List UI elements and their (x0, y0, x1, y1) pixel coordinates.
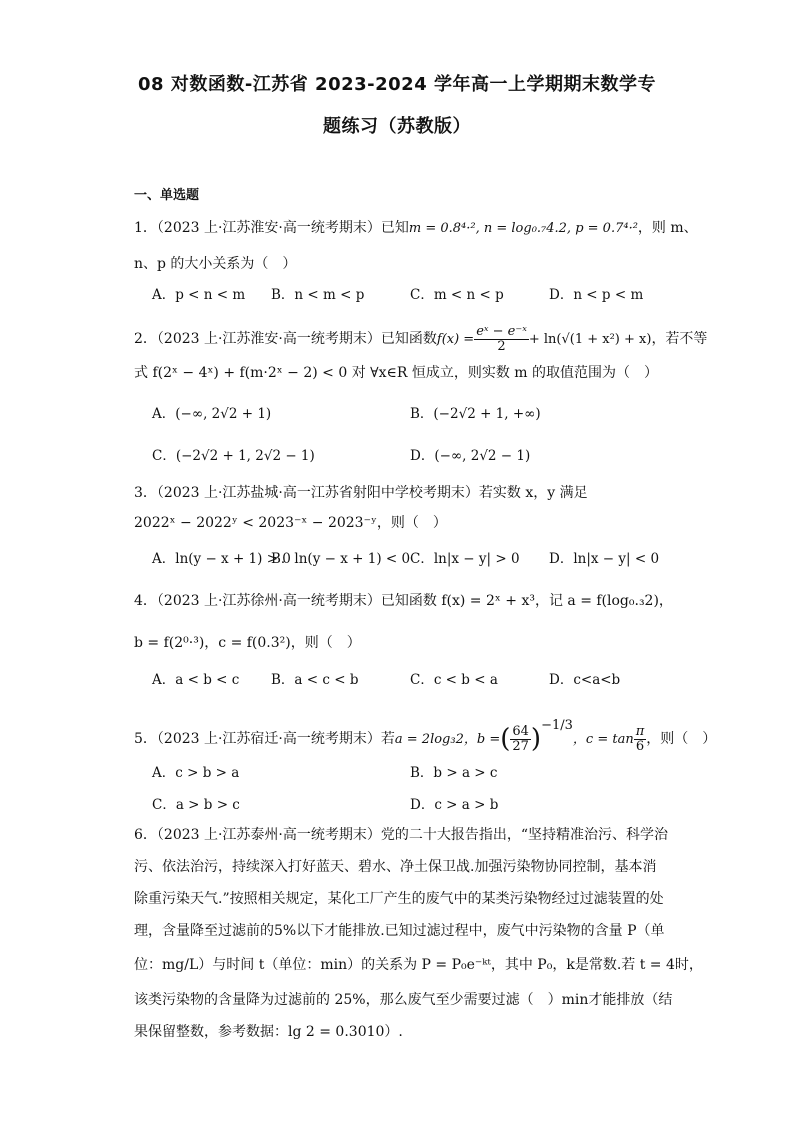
question-5-b-numerator: 64 (512, 723, 529, 739)
question-1-option-d: D．n < p < m (549, 287, 644, 303)
question-6-line-7: 果保留整数，参考数据：lg 2 = 0.3010）. (134, 1024, 403, 1040)
question-3-option-d: D．ln|x − y| < 0 (549, 551, 660, 567)
question-2-function-tail: + ln(√(1 + x²) + x) (528, 332, 652, 347)
question-5-option-a: A．c > b > a (152, 765, 240, 781)
question-1-line-1 (134, 219, 698, 238)
question-6-line-4: 理，含量降至过滤前的5%以下才能排放.已知过滤过程中，废气中污染物的含量 P（单 (134, 923, 665, 939)
document-title-line-2: 题练习（苏教版） (323, 116, 471, 137)
question-5-option-b: B．b > a > c (410, 765, 498, 781)
question-5-suffix: ，则（ ） (646, 731, 717, 747)
question-2-option-a: A．(−∞, 2√2 + 1) (152, 406, 272, 422)
question-5-option-c: C．a > b > c (152, 797, 240, 813)
question-1-suffix: ，则 m、 (637, 220, 698, 236)
question-1-expression: m = 0.8⁴·², n = log₀.₇4.2, p = 0.7⁴·² (408, 221, 638, 236)
question-3-line-1: 3．（2023 上·江苏盐城·高一江苏省射阳中学校考期末）若实数 x，y 满足 (134, 485, 588, 501)
question-2-option-b: B．(−2√2 + 1, +∞) (410, 406, 541, 422)
question-4-line-2: b = f(2⁰·³)，c = f(0.3²)，则（ ） (134, 635, 361, 651)
question-5-c-numerator: π (635, 723, 645, 739)
question-6-line-5: 位：mg/L）与时间 t（单位：min）的关系为 P = P₀e⁻ᵏᵗ，其中 P₀，k是常数.若 t = 4时， (134, 957, 703, 973)
question-5-option-d: D．c > a > b (410, 797, 499, 813)
question-3-option-c: C．ln|x − y| > 0 (410, 551, 520, 567)
question-4-option-a: A．a < b < c (152, 672, 240, 688)
question-2-prefix: 2．（2023 上·江苏淮安·高一统考期末）已知函数 (134, 331, 437, 347)
question-6-line-3: 除重污染天气.”按照相关规定，某化工厂产生的废气中的某类污染物经过过滤装置的处 (134, 891, 664, 907)
question-6-line-6: 该类污染物的含量降为过滤前的 25%，那么废气至少需要过滤（ ）min才能排放（结 (134, 992, 673, 1008)
question-1-option-b: B．n < m < p (271, 287, 365, 303)
question-2-option-c: C．(−2√2 + 1, 2√2 − 1) (152, 448, 315, 464)
question-6-line-1: 6．（2023 上·江苏泰州·高一统考期末）党的二十大报告指出，“坚持精准治污、科学治 (134, 827, 669, 843)
question-2-function-lhs: f(x) = (436, 332, 475, 347)
question-1-option-a: A．p < n < m (152, 287, 246, 303)
question-5-c-denominator: 6 (635, 738, 645, 754)
section-heading: 一、单选题 (134, 188, 200, 203)
question-5-c-fraction (634, 725, 647, 754)
document-title-line-1: 08 对数函数-江苏省 2023-2024 学年高一上学期期末数学专 (138, 74, 656, 95)
question-5-b-lhs: b = (476, 732, 501, 747)
question-4-option-b: B．a < c < b (271, 672, 359, 688)
question-5-b-denominator: 27 (512, 738, 529, 754)
question-5-left-paren: ( (500, 724, 511, 754)
question-4-option-d: D．c<a<b (549, 672, 621, 688)
question-1-prefix: 1．（2023 上·江苏淮安·高一统考期末）已知 (134, 220, 409, 236)
question-4-line-1: 4．（2023 上·江苏徐州·高一统考期末）已知函数 f(x) = 2ˣ + x³，记 a = f(log₀.₃2)， (134, 593, 673, 609)
question-6-line-2: 污、依法治污，持续深入打好蓝天、碧水、净土保卫战.加强污染物协同控制，基本消 (134, 859, 657, 875)
question-1-line-2: n、p 的大小关系为（ ） (134, 256, 297, 272)
question-5-right-paren: ) (530, 724, 542, 754)
question-5-b-fraction (510, 725, 531, 754)
question-2-line-1 (134, 322, 707, 357)
question-2-line-2: 式 f(2ˣ − 4ˣ) + f(m·2ˣ − 2) < 0 对 ∀x∈R 恒成立，则实数 m 的取值范围为（ ） (134, 365, 659, 381)
question-5-line-1 (134, 706, 716, 760)
question-2-fraction-numerator: eˣ − e⁻ˣ (476, 323, 527, 339)
question-5-c-lhs: ，c = tan (572, 732, 634, 747)
question-2-fraction-denominator: 2 (497, 338, 506, 354)
question-5-b-exponent: −1/3 (541, 718, 573, 733)
question-2-suffix: ，若不等 (651, 331, 708, 347)
question-5-prefix: 5．（2023 上·江苏宿迁·高一统考期末）若 (134, 731, 395, 747)
question-3-option-b: B．ln(y − x + 1) < 0 (271, 551, 411, 567)
question-5-a-expression: a = 2log₃2， (394, 732, 477, 747)
question-2-fraction (474, 325, 529, 354)
question-3-line-2: 2022ˣ − 2022ʸ < 2023⁻ˣ − 2023⁻ʸ，则（ ） (134, 515, 447, 531)
question-1-option-c: C．m < n < p (410, 287, 504, 303)
question-4-option-c: C．c < b < a (410, 672, 498, 688)
question-3-option-a: A．ln(y − x + 1) > 0 (152, 551, 291, 567)
question-2-option-d: D．(−∞, 2√2 − 1) (410, 448, 531, 464)
